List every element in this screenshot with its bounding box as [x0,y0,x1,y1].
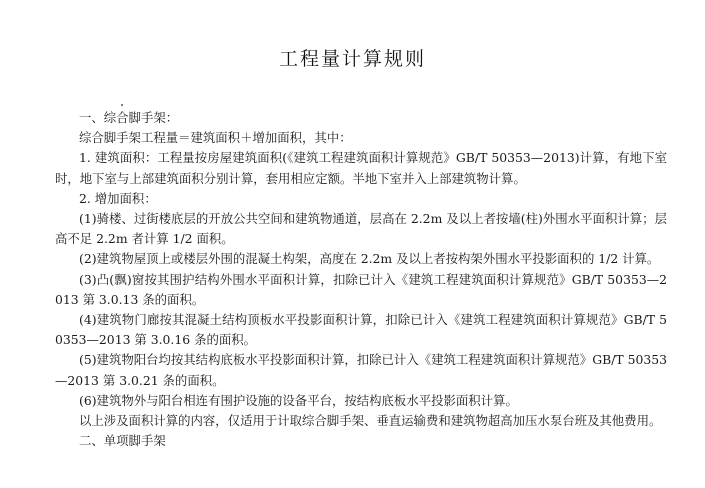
paragraph-item-2: (2)建筑物屋顶上或楼层外围的混凝土构架，高度在 2.2m 及以上者按构架外围水平投影面积的 1/2 计算。 [79,251,660,267]
paragraph-item-4: (4)建筑物门廊按其混凝土结构顶板水平投影面积计算，扣除已计入《建筑工程建筑面积计算规范》GB/T 50353—2013 第 3.0.16 条的面积。 [55,312,667,348]
document-body [55,108,667,451]
paragraph-building-area: 1. 建筑面积：工程量按房屋建筑面积(《建筑工程建筑面积计算规范》GB/T 50353—2013)计算，有地下室时，地下室与上部建筑面积分别计算，套用相应定额。半地下室并入上部建筑物计算。 [55,150,667,186]
paragraph-formula: 综合脚手架工程量＝建筑面积＋增加面积，其中： [79,130,352,146]
paragraph-additional-area: 2. 增加面积： [79,190,157,206]
paragraph-scope-note: 以上涉及面积计算的内容，仅适用于计取综合脚手架、垂直运输费和建筑物超高加压水泵台班及其他费用。 [79,413,662,429]
page-title: 工程量计算规则 [278,48,426,70]
section-heading-comprehensive-scaffold: 一、综合脚手架： [79,110,179,125]
paragraph-item-6: (6)建筑物外与阳台相连有围护设施的设备平台，按结构底板水平投影面积计算。 [79,392,518,408]
section-heading-single-scaffold: 二、单项脚手架 [79,433,166,449]
paragraph-item-1: (1)骑楼、过街楼底层的开放公共空间和建筑物通道，层高在 2.2m 及以上者按墙(柱)外围水平面积计算；层高不足 2.2m 者计算 1/2 面积。 [55,211,667,247]
paragraph-item-5: (5)建筑物阳台均按其结构底板水平投影面积计算，扣除已计入《建筑工程建筑面积计算规范》GB/T 50353—2013 第 3.0.21 条的面积。 [55,352,667,388]
paragraph-item-3: (3)凸(飘)窗按其围护结构外围水平面积计算，扣除已计入《建筑工程建筑面积计算规范》GB/T 50353—2013 第 3.0.13 条的面积。 [55,271,667,307]
page-speck [121,104,123,106]
